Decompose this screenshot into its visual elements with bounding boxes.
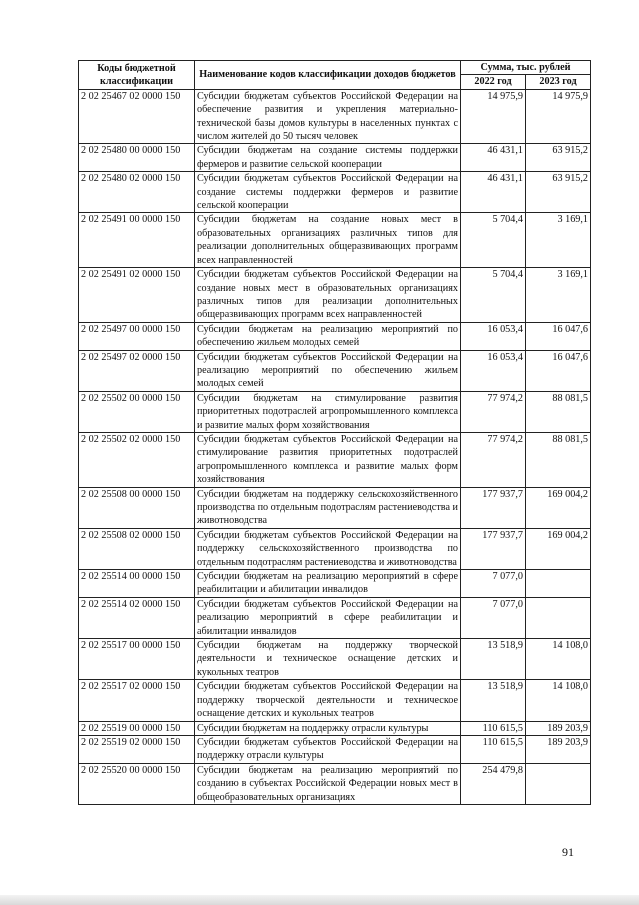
- amount-2023: 14 975,9: [526, 89, 591, 144]
- amount-2022: 177 937,7: [461, 487, 526, 528]
- header-code: Коды бюджетной классификации: [79, 61, 195, 90]
- budget-name: Субсидии бюджетам субъектов Российской Федерации на реализацию мероприятий по обеспечению жильем молодых семей: [195, 350, 461, 391]
- table-row: [79, 487, 591, 528]
- budget-code: 2 02 25508 02 0000 150: [79, 528, 195, 569]
- amount-2023: 16 047,6: [526, 350, 591, 391]
- budget-name: Субсидии бюджетам на создание новых мест в образовательных организациях различных типов для реализации дополнительных общеразвивающих программ всех направленностей: [195, 213, 461, 268]
- budget-name: Субсидии бюджетам субъектов Российской Федерации на поддержку творческой деятельности и техническое оснащение детских и кукольных театров: [195, 680, 461, 721]
- budget-code: 2 02 25491 02 0000 150: [79, 268, 195, 323]
- budget-code: 2 02 25508 00 0000 150: [79, 487, 195, 528]
- header-sum: Сумма, тыс. рублей: [461, 61, 591, 75]
- amount-2023: 3 169,1: [526, 268, 591, 323]
- table-row: [79, 391, 591, 432]
- amount-2023: 189 203,9: [526, 721, 591, 735]
- amount-2023: 63 915,2: [526, 144, 591, 172]
- amount-2022: 16 053,4: [461, 350, 526, 391]
- budget-name: Субсидии бюджетам на поддержку творческой деятельности и техническое оснащение детских и кукольных театров: [195, 639, 461, 680]
- amount-2022: 46 431,1: [461, 144, 526, 172]
- amount-2022: 46 431,1: [461, 172, 526, 213]
- table-row: [79, 350, 591, 391]
- budget-code: 2 02 25502 00 0000 150: [79, 391, 195, 432]
- budget-name: Субсидии бюджетам на поддержку отрасли культуры: [195, 721, 461, 735]
- table-row: [79, 528, 591, 569]
- amount-2023: [526, 763, 591, 804]
- budget-name: Субсидии бюджетам на поддержку сельскохозяйственного производства по отдельным подотраслям растениеводства и животноводства: [195, 487, 461, 528]
- amount-2022: 13 518,9: [461, 680, 526, 721]
- budget-name: Субсидии бюджетам на реализацию мероприятий в сфере реабилитации и абилитации инвалидов: [195, 570, 461, 598]
- budget-code: 2 02 25502 02 0000 150: [79, 432, 195, 487]
- budget-code: 2 02 25519 02 0000 150: [79, 735, 195, 763]
- budget-name: Субсидии бюджетам субъектов Российской Федерации на создание системы поддержки фермеров и развитие сельской кооперации: [195, 172, 461, 213]
- amount-2022: 14 975,9: [461, 89, 526, 144]
- amount-2023: 16 047,6: [526, 322, 591, 350]
- budget-code: 2 02 25497 00 0000 150: [79, 322, 195, 350]
- amount-2022: 7 077,0: [461, 597, 526, 638]
- amount-2022: 5 704,4: [461, 213, 526, 268]
- amount-2022: 5 704,4: [461, 268, 526, 323]
- amount-2022: 254 479,8: [461, 763, 526, 804]
- amount-2022: 16 053,4: [461, 322, 526, 350]
- budget-code: 2 02 25514 00 0000 150: [79, 570, 195, 598]
- amount-2022: 77 974,2: [461, 391, 526, 432]
- budget-code: 2 02 25520 00 0000 150: [79, 763, 195, 804]
- budget-name: Субсидии бюджетам субъектов Российской Федерации на обеспечение развития и укрепления материально-технической базы домов культуры в населенных пунктах с числом жителей до 50 тысяч человек: [195, 89, 461, 144]
- amount-2023: 169 004,2: [526, 528, 591, 569]
- amount-2023: 14 108,0: [526, 680, 591, 721]
- amount-2022: 13 518,9: [461, 639, 526, 680]
- amount-2023: 88 081,5: [526, 432, 591, 487]
- amount-2022: 110 615,5: [461, 735, 526, 763]
- page-edge-shadow: [0, 895, 639, 905]
- table-body: [79, 89, 591, 804]
- amount-2023: 88 081,5: [526, 391, 591, 432]
- table-row: [79, 268, 591, 323]
- table-row: [79, 763, 591, 804]
- amount-2022: 77 974,2: [461, 432, 526, 487]
- table-row: [79, 172, 591, 213]
- budget-name: Субсидии бюджетам субъектов Российской Федерации на стимулирование развития приоритетных подотраслей агропромышленного комплекса и развитие малых форм хозяйствования: [195, 432, 461, 487]
- table-row: [79, 89, 591, 144]
- budget-code: 2 02 25517 00 0000 150: [79, 639, 195, 680]
- budget-revenue-table: [78, 60, 591, 805]
- table-row: [79, 432, 591, 487]
- header-year-2022: 2022 год: [461, 75, 526, 89]
- budget-code: 2 02 25514 02 0000 150: [79, 597, 195, 638]
- budget-code: 2 02 25517 02 0000 150: [79, 680, 195, 721]
- table-row: [79, 570, 591, 598]
- budget-name: Субсидии бюджетам субъектов Российской Федерации на создание новых мест в образовательных организациях различных типов для реализации дополнительных общеразвивающих программ всех направленностей: [195, 268, 461, 323]
- amount-2023: [526, 597, 591, 638]
- budget-name: Субсидии бюджетам субъектов Российской Федерации на реализацию мероприятий в сфере реабилитации и абилитации инвалидов: [195, 597, 461, 638]
- amount-2023: 63 915,2: [526, 172, 591, 213]
- table-row: [79, 144, 591, 172]
- table-row: [79, 680, 591, 721]
- budget-name: Субсидии бюджетам на реализацию мероприятий по обеспечению жильем молодых семей: [195, 322, 461, 350]
- amount-2022: 7 077,0: [461, 570, 526, 598]
- header-name: Наименование кодов классификации доходов бюджетов: [195, 61, 461, 90]
- amount-2023: 169 004,2: [526, 487, 591, 528]
- budget-name: Субсидии бюджетам на создание системы поддержки фермеров и развитие сельской кооперации: [195, 144, 461, 172]
- table-header-row: [79, 61, 591, 75]
- table-row: [79, 639, 591, 680]
- budget-code: 2 02 25519 00 0000 150: [79, 721, 195, 735]
- budget-code: 2 02 25480 00 0000 150: [79, 144, 195, 172]
- table-row: [79, 322, 591, 350]
- header-year-2023: 2023 год: [526, 75, 591, 89]
- amount-2023: 3 169,1: [526, 213, 591, 268]
- table-row: [79, 213, 591, 268]
- budget-code: 2 02 25491 00 0000 150: [79, 213, 195, 268]
- table-row: [79, 721, 591, 735]
- amount-2022: 110 615,5: [461, 721, 526, 735]
- budget-code: 2 02 25480 02 0000 150: [79, 172, 195, 213]
- amount-2022: 177 937,7: [461, 528, 526, 569]
- budget-name: Субсидии бюджетам субъектов Российской Федерации на поддержку отрасли культуры: [195, 735, 461, 763]
- budget-code: 2 02 25497 02 0000 150: [79, 350, 195, 391]
- table-row: [79, 597, 591, 638]
- page-number: 91: [562, 845, 574, 859]
- budget-name: Субсидии бюджетам субъектов Российской Федерации на поддержку сельскохозяйственного производства по отдельным подотраслям растениеводства и животноводства: [195, 528, 461, 569]
- amount-2023: 14 108,0: [526, 639, 591, 680]
- budget-name: Субсидии бюджетам на стимулирование развития приоритетных подотраслей агропромышленного комплекса и развитие малых форм хозяйствования: [195, 391, 461, 432]
- amount-2023: [526, 570, 591, 598]
- budget-code: 2 02 25467 02 0000 150: [79, 89, 195, 144]
- amount-2023: 189 203,9: [526, 735, 591, 763]
- table-row: [79, 735, 591, 763]
- budget-name: Субсидии бюджетам на реализацию мероприятий по созданию в субъектах Российской Федерации новых мест в общеобразовательных организациях: [195, 763, 461, 804]
